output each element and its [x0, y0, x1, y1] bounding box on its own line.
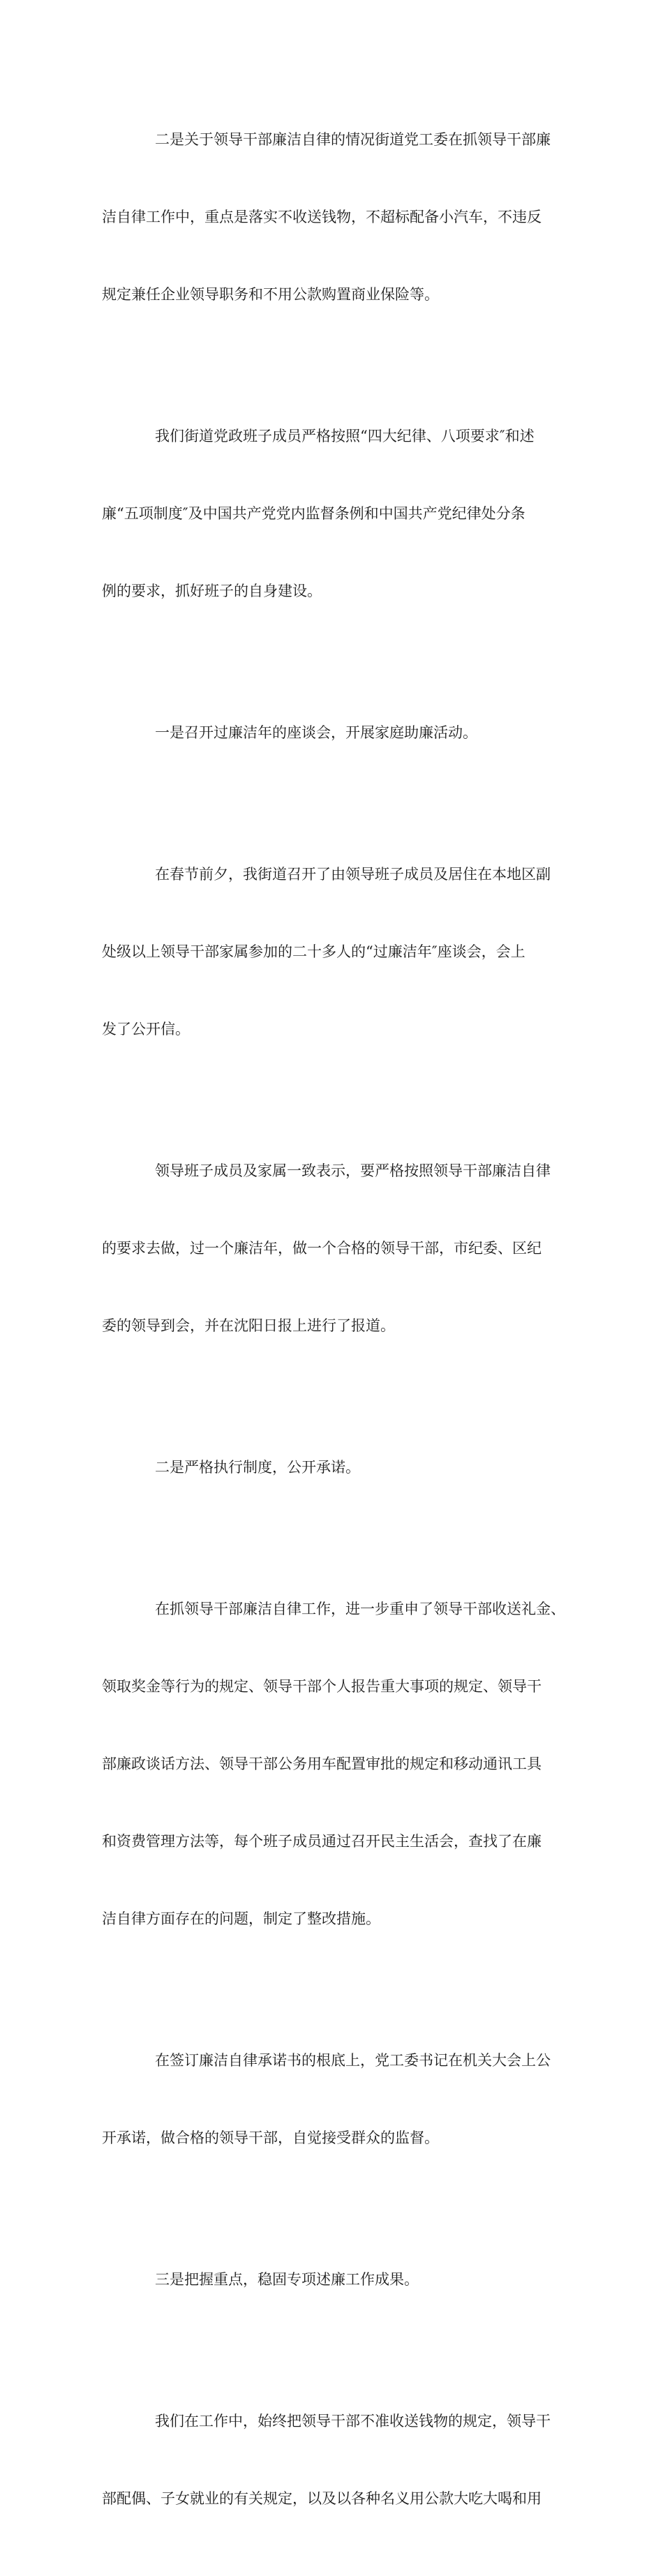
paragraph — [102, 2215, 576, 2344]
text-line: 的要求去做，过一个廉洁年，做一个合格的领导干部，市纪委、区纪 — [102, 1240, 542, 1257]
paragraph — [102, 1107, 576, 1391]
text-line: 洁自律方面存在的问题，制定了整改措施。 — [102, 1910, 380, 1927]
paragraph — [102, 2357, 576, 2563]
paragraph — [102, 668, 576, 797]
document-body — [102, 75, 576, 2576]
text-line: 处级以上领导干部家属参加的二十多人的“过廉洁年″座谈会，会上 — [102, 943, 526, 960]
text-line: 规定兼任企业领导职务和不用公款购置商业保险等。 — [102, 286, 439, 303]
text-line: 我们街道党政班子成员严格按照“四大纪律、八项要求″和述 — [155, 428, 535, 444]
text-line: 发了公开信。 — [102, 1021, 190, 1038]
text-line: 二是关于领导干部廉洁自律的情况街道党工委在抓领导干部廉 — [155, 131, 551, 148]
text-line: 洁自律工作中，重点是落实不收送钱物，不超标配备小汽车，不违反 — [102, 209, 542, 225]
text-line: 部配偶、子女就业的有关规定，以及以各种名义用公款大吃大喝和用 — [102, 2490, 542, 2507]
paragraph — [102, 1996, 576, 2203]
text-line: 开承诺，做合格的领导干部，自觉接受群众的监督。 — [102, 2129, 439, 2146]
text-line: 在签订廉洁自律承诺书的根底上，党工委书记在机关大会上公 — [155, 2052, 551, 2069]
text-line: 一是召开过廉洁年的座谈会，开展家庭助廉活动。 — [155, 724, 477, 741]
text-line: 领取奖金等行为的规定、领导干部个人报告重大事项的规定、领导干 — [102, 1678, 542, 1695]
text-line: 三是把握重点，稳固专项述廉工作成果。 — [155, 2271, 419, 2288]
paragraph — [102, 1545, 576, 1984]
text-line: 领导班子成员及家属一致表示，要严格按照领导干部廉洁自律 — [155, 1162, 551, 1179]
text-line: 廉“五项制度″及中国共产党党内监督条例和中国共产党纪律处分条 — [102, 505, 526, 522]
text-line: 二是严格执行制度，公开承诺。 — [155, 1459, 360, 1476]
text-line: 委的领导到会，并在沈阳日报上进行了报道。 — [102, 1317, 395, 1334]
text-line: 部廉政谈话方法、领导干部公务用车配置审批的规定和移动通讯工具 — [102, 1755, 542, 1772]
paragraph — [102, 372, 576, 656]
paragraph — [102, 810, 576, 1094]
paragraph — [102, 1403, 576, 1532]
text-line: 和资费管理方法等，每个班子成员通过召开民主生活会，查找了在廉 — [102, 1833, 542, 1850]
text-line: 我们在工作中，始终把领导干部不准收送钱物的规定，领导干 — [155, 2413, 551, 2429]
text-line: 在春节前夕，我街道召开了由领导班子成员及居住在本地区副 — [155, 866, 551, 883]
text-line: 在抓领导干部廉洁自律工作，进一步重申了领导干部收送礼金、 — [155, 1601, 565, 1617]
paragraph — [102, 75, 576, 359]
text-line: 例的要求，抓好班子的自身建设。 — [102, 583, 322, 599]
